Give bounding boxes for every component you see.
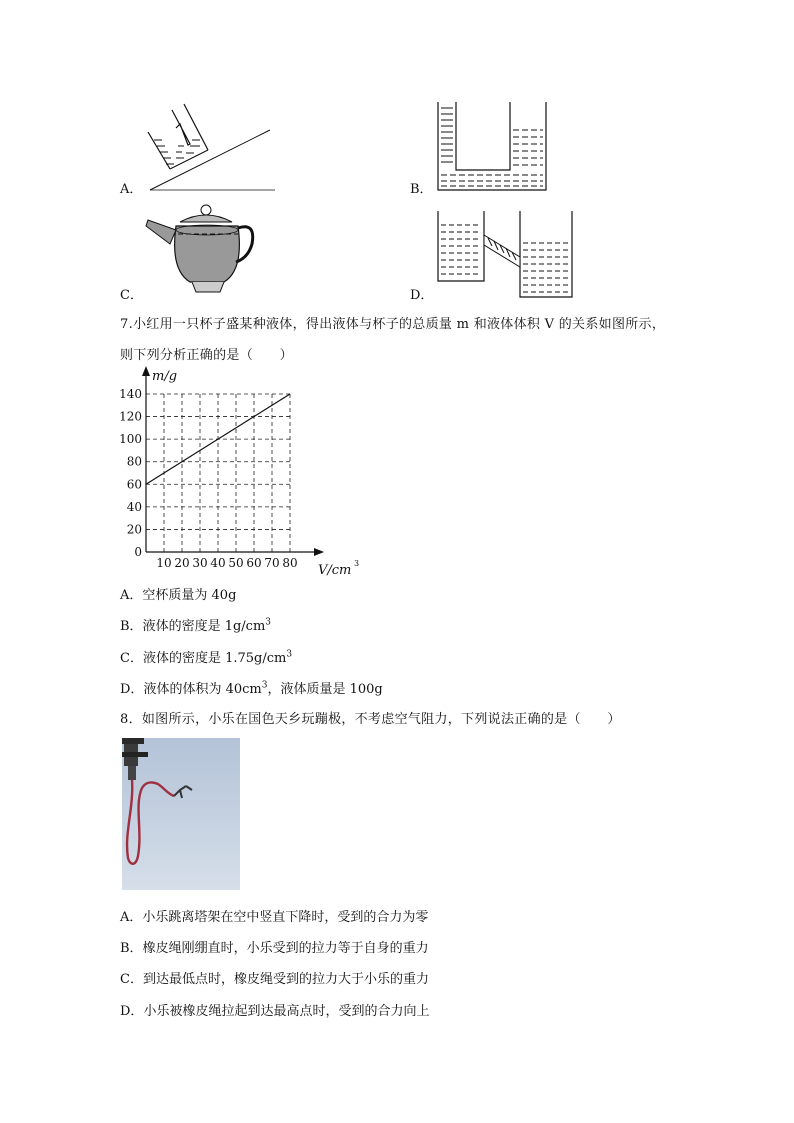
option-letter: B．: [120, 619, 143, 634]
option-text: 橡皮绳刚绷直时，小乐受到的拉力等于自身的重力: [142, 941, 429, 956]
q6-option-c: [120, 200, 270, 303]
y-tick-label: 20: [126, 522, 142, 537]
y-tick-label: 120: [119, 409, 142, 424]
q6-option-a: [120, 100, 270, 196]
option-superscript: 3: [265, 617, 272, 628]
bungee-scene: [122, 738, 240, 890]
y-axis-arrow: [142, 366, 150, 376]
two-tanks-with-slanted-tube-figure: [436, 205, 576, 299]
x-tick-label: 30: [192, 556, 208, 570]
bungee-jumping-photo: [122, 738, 240, 890]
x-tick-label: 10: [156, 556, 172, 570]
q8-stem: 8．如图所示，小乐在国色天乡玩蹦极，不考虑空气阻力，下列说法正确的是（ ）: [120, 712, 621, 727]
y-axis-label: m/g: [152, 369, 178, 384]
x-tick-label: 60: [246, 556, 262, 570]
option-letter: B．: [120, 941, 143, 956]
option-superscript: 3: [286, 649, 293, 660]
option-text: 液体的密度是 1g/cm: [142, 619, 266, 634]
option-letter: A．: [120, 910, 143, 925]
option-text: 空杯质量为 40g: [142, 588, 237, 603]
q6-option-d: [410, 205, 580, 301]
option-letter: C．: [120, 288, 143, 303]
y-tick-label: 40: [126, 499, 142, 514]
y-tick-label: 0: [134, 545, 142, 559]
x-tick-label: 50: [228, 556, 244, 570]
option-letter: B．: [410, 182, 433, 197]
q7-stem-line1: 7.小红用一只杯子盛某种液体，得出液体与杯子的总质量 m 和液体体积 V 的关系如图所示，: [120, 317, 666, 332]
option-superscript: 3: [261, 680, 268, 691]
option-text: 小乐跳离塔架在空中竖直下降时，受到的合力为零: [142, 910, 429, 925]
option-text-continued: ，液体质量是 100g: [267, 682, 383, 697]
option-letter: A．: [120, 182, 143, 197]
option-letter: D．: [120, 1004, 144, 1019]
q8-option-b[interactable]: [120, 937, 429, 956]
option-text: 到达最低点时，橡皮绳受到的拉力大于小乐的重力: [142, 972, 429, 987]
y-tick-label: 100: [119, 432, 142, 447]
q7-mass-volume-chart: [110, 364, 370, 580]
option-letter: C．: [120, 972, 143, 987]
x-tick-label: 70: [264, 556, 280, 570]
option-text: 小乐被橡皮绳拉起到达最高点时，受到的合力向上: [143, 1004, 430, 1019]
option-letter: D．: [120, 682, 144, 697]
x-tick-label: 80: [282, 556, 298, 570]
q7-option-d[interactable]: [120, 678, 383, 697]
y-tick-label: 80: [126, 454, 142, 469]
x-axis-label: V/cm: [318, 563, 352, 578]
q7-option-b[interactable]: [120, 615, 271, 634]
x-axis-label-superscript: 3: [354, 559, 360, 568]
q8-option-d[interactable]: [120, 1000, 429, 1019]
q7-stem-line2: 则下列分析正确的是（ ）: [120, 348, 293, 363]
x-axis-arrow: [314, 548, 324, 556]
option-letter: A．: [120, 588, 143, 603]
q8-option-c[interactable]: [120, 968, 429, 987]
q6-option-b: [410, 100, 560, 196]
q7-option-a[interactable]: [120, 584, 236, 603]
q7-option-c[interactable]: [120, 647, 292, 666]
option-letter: D．: [410, 288, 434, 303]
y-tick-label: 60: [126, 477, 142, 492]
q8-option-a[interactable]: [120, 906, 428, 925]
option-text: 液体的体积为 40cm: [143, 682, 262, 697]
y-tick-label: 140: [119, 387, 142, 401]
x-tick-label: 20: [174, 556, 190, 570]
u-tube-connected-vessel-figure: [434, 100, 558, 196]
option-text: 液体的密度是 1.75g/cm: [142, 651, 287, 666]
tilted-connected-vessel-figure: [140, 100, 280, 196]
x-tick-label: 40: [210, 556, 226, 570]
teapot-figure: [140, 200, 260, 298]
option-letter: C．: [120, 651, 143, 666]
